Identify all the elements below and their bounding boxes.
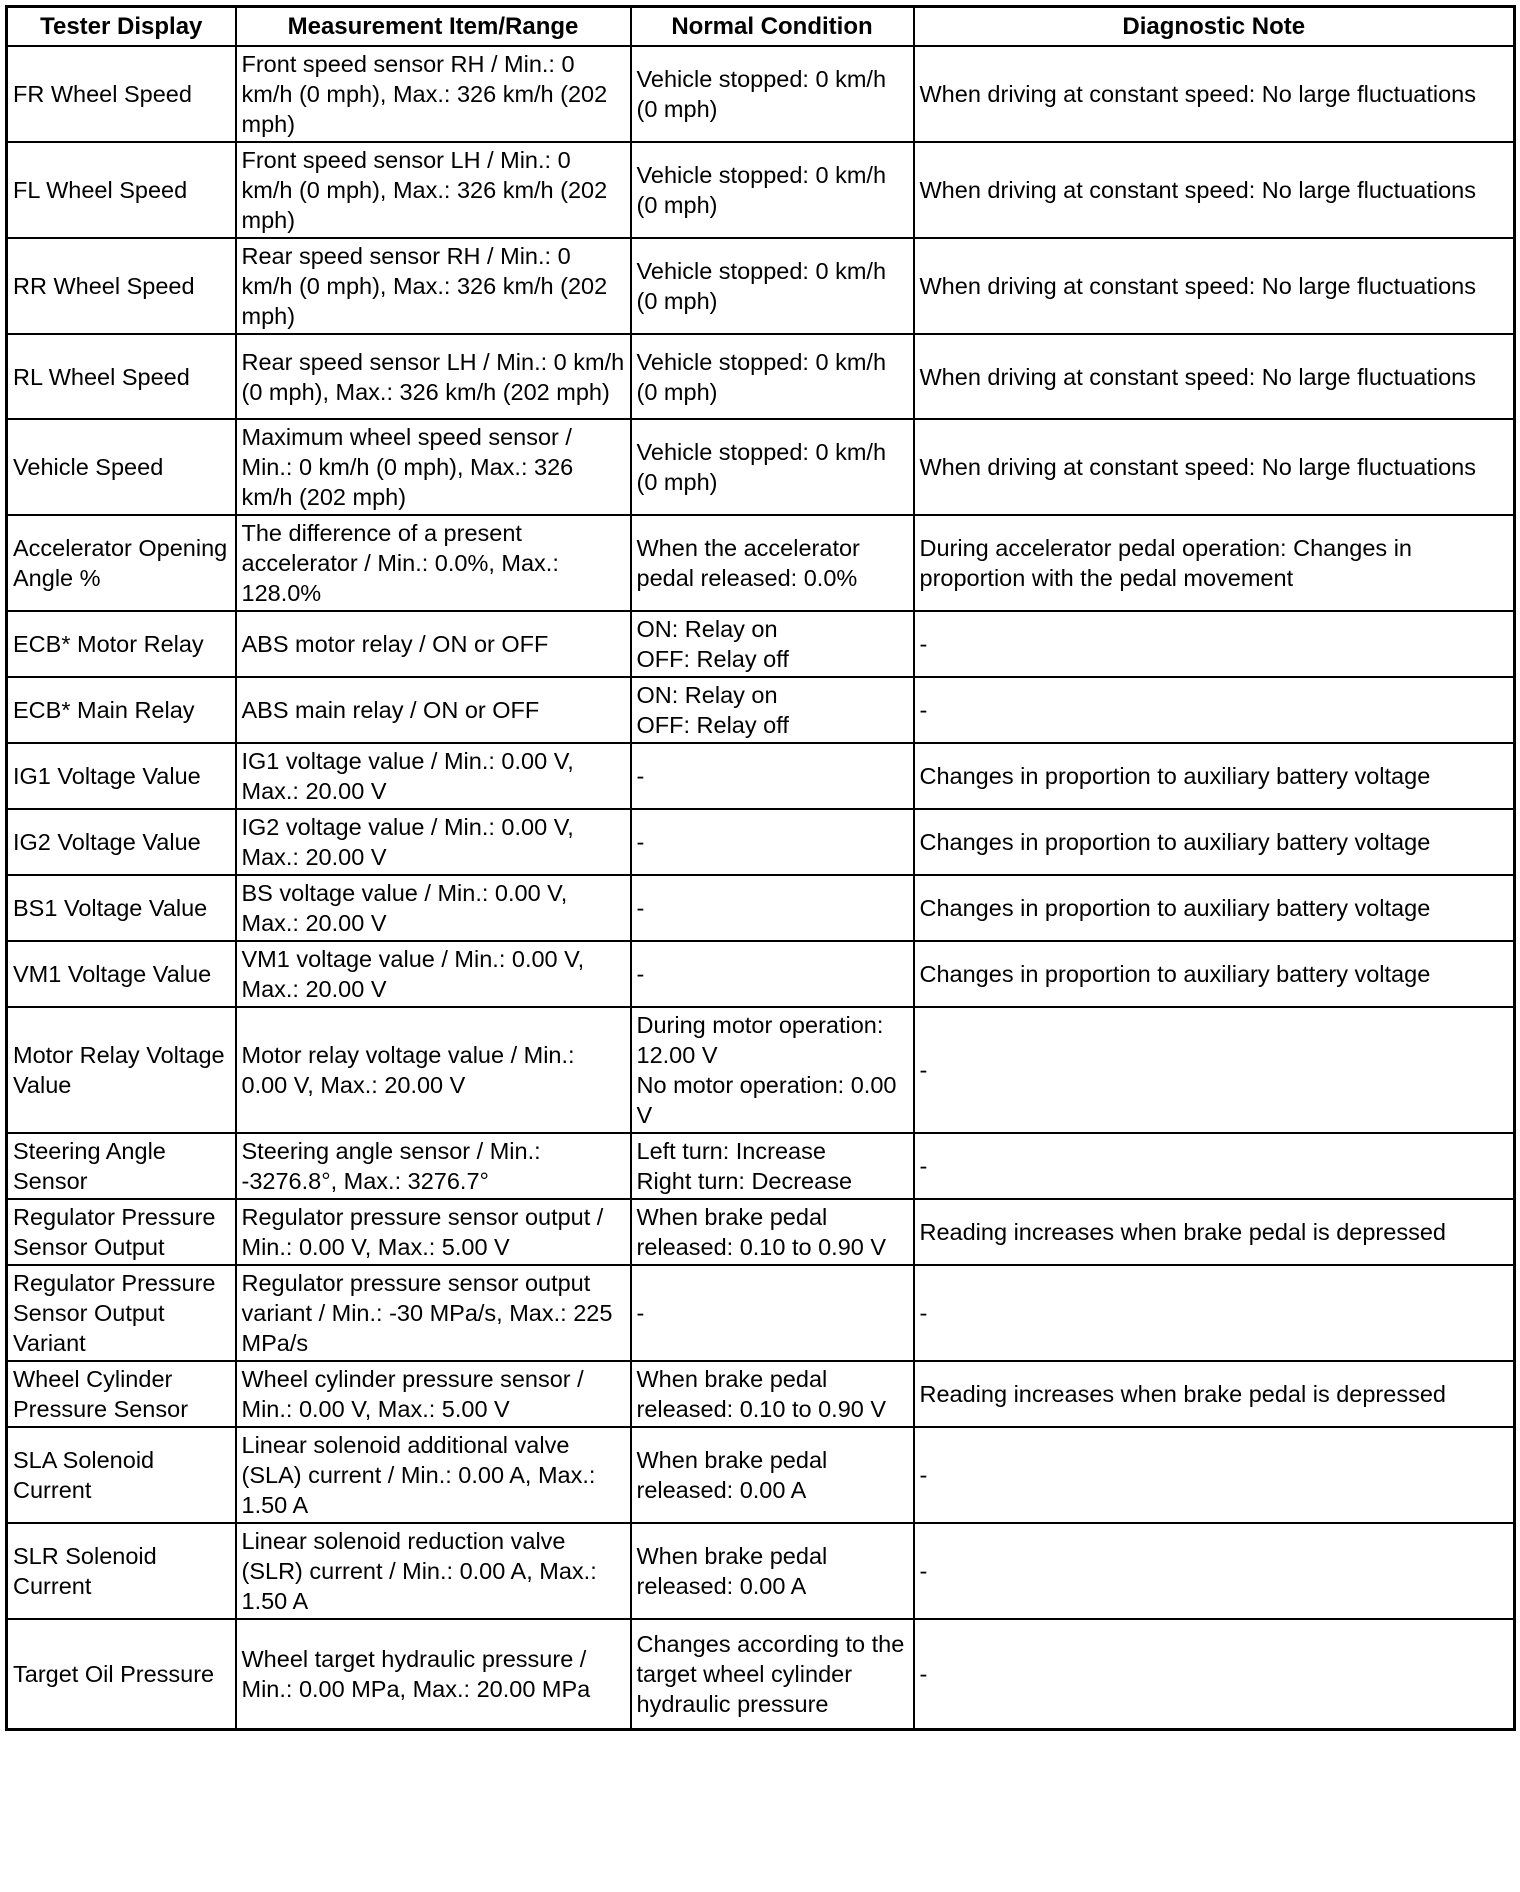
cell-normal-condition: When the accelerator pedal released: 0.0% <box>631 515 914 611</box>
table-row <box>7 1007 1515 1133</box>
cell-diagnostic-note: When driving at constant speed: No large fluctuations <box>914 238 1515 334</box>
cell-measurement-item-range: Rear speed sensor LH / Min.: 0 km/h (0 mph), Max.: 326 km/h (202 mph) <box>236 334 631 419</box>
table-row <box>7 1619 1515 1730</box>
cell-normal-condition: Vehicle stopped: 0 km/h (0 mph) <box>631 142 914 238</box>
cell-diagnostic-note: Changes in proportion to auxiliary battery voltage <box>914 809 1515 875</box>
cell-diagnostic-note: Reading increases when brake pedal is depressed <box>914 1361 1515 1427</box>
cell-normal-condition: - <box>631 1265 914 1361</box>
cell-tester-display: ECB* Motor Relay <box>7 611 236 677</box>
cell-diagnostic-note: Reading increases when brake pedal is depressed <box>914 1199 1515 1265</box>
cell-measurement-item-range: Wheel target hydraulic pressure / Min.: 0.00 MPa, Max.: 20.00 MPa <box>236 1619 631 1730</box>
table-row <box>7 46 1515 142</box>
table-row <box>7 419 1515 515</box>
header-diagnostic-note: Diagnostic Note <box>914 7 1515 47</box>
cell-tester-display: RR Wheel Speed <box>7 238 236 334</box>
cell-diagnostic-note: - <box>914 1007 1515 1133</box>
cell-normal-condition: When brake pedal released: 0.00 A <box>631 1427 914 1523</box>
cell-tester-display: Regulator Pressure Sensor Output Variant <box>7 1265 236 1361</box>
cell-normal-condition: ON: Relay on OFF: Relay off <box>631 611 914 677</box>
cell-measurement-item-range: Maximum wheel speed sensor / Min.: 0 km/h (0 mph), Max.: 326 km/h (202 mph) <box>236 419 631 515</box>
cell-diagnostic-note: - <box>914 1523 1515 1619</box>
cell-tester-display: IG2 Voltage Value <box>7 809 236 875</box>
cell-diagnostic-note: Changes in proportion to auxiliary battery voltage <box>914 743 1515 809</box>
cell-normal-condition: Vehicle stopped: 0 km/h (0 mph) <box>631 46 914 142</box>
cell-tester-display: SLR Solenoid Current <box>7 1523 236 1619</box>
cell-measurement-item-range: Rear speed sensor RH / Min.: 0 km/h (0 mph), Max.: 326 km/h (202 mph) <box>236 238 631 334</box>
table-row <box>7 677 1515 743</box>
header-measurement-item-range: Measurement Item/Range <box>236 7 631 47</box>
cell-measurement-item-range: ABS main relay / ON or OFF <box>236 677 631 743</box>
table-row <box>7 1427 1515 1523</box>
data-list-page <box>5 5 1513 1731</box>
cell-tester-display: FR Wheel Speed <box>7 46 236 142</box>
cell-measurement-item-range: BS voltage value / Min.: 0.00 V, Max.: 20.00 V <box>236 875 631 941</box>
cell-normal-condition: ON: Relay on OFF: Relay off <box>631 677 914 743</box>
cell-normal-condition: When brake pedal released: 0.10 to 0.90 V <box>631 1199 914 1265</box>
cell-diagnostic-note: During accelerator pedal operation: Changes in proportion with the pedal movement <box>914 515 1515 611</box>
table-row <box>7 809 1515 875</box>
cell-tester-display: IG1 Voltage Value <box>7 743 236 809</box>
cell-normal-condition: When brake pedal released: 0.00 A <box>631 1523 914 1619</box>
cell-measurement-item-range: The difference of a present accelerator / Min.: 0.0%, Max.: 128.0% <box>236 515 631 611</box>
cell-tester-display: BS1 Voltage Value <box>7 875 236 941</box>
cell-normal-condition: - <box>631 875 914 941</box>
table-row <box>7 238 1515 334</box>
cell-diagnostic-note: When driving at constant speed: No large fluctuations <box>914 46 1515 142</box>
cell-tester-display: Regulator Pressure Sensor Output <box>7 1199 236 1265</box>
cell-normal-condition: Changes according to the target wheel cylinder hydraulic pressure <box>631 1619 914 1730</box>
table-row <box>7 142 1515 238</box>
cell-measurement-item-range: Regulator pressure sensor output / Min.: 0.00 V, Max.: 5.00 V <box>236 1199 631 1265</box>
table-row <box>7 1265 1515 1361</box>
cell-tester-display: Target Oil Pressure <box>7 1619 236 1730</box>
cell-diagnostic-note: - <box>914 1265 1515 1361</box>
cell-normal-condition: Left turn: Increase Right turn: Decrease <box>631 1133 914 1199</box>
cell-normal-condition: Vehicle stopped: 0 km/h (0 mph) <box>631 334 914 419</box>
cell-diagnostic-note: When driving at constant speed: No large fluctuations <box>914 419 1515 515</box>
table-row <box>7 334 1515 419</box>
table-row <box>7 743 1515 809</box>
cell-tester-display: Wheel Cylinder Pressure Sensor <box>7 1361 236 1427</box>
cell-normal-condition: Vehicle stopped: 0 km/h (0 mph) <box>631 238 914 334</box>
cell-diagnostic-note: - <box>914 1427 1515 1523</box>
cell-diagnostic-note: When driving at constant speed: No large fluctuations <box>914 142 1515 238</box>
cell-measurement-item-range: Regulator pressure sensor output variant / Min.: -30 MPa/s, Max.: 225 MPa/s <box>236 1265 631 1361</box>
cell-tester-display: Vehicle Speed <box>7 419 236 515</box>
cell-tester-display: Motor Relay Voltage Value <box>7 1007 236 1133</box>
cell-tester-display: ECB* Main Relay <box>7 677 236 743</box>
cell-measurement-item-range: Front speed sensor LH / Min.: 0 km/h (0 mph), Max.: 326 km/h (202 mph) <box>236 142 631 238</box>
header-normal-condition: Normal Condition <box>631 7 914 47</box>
cell-measurement-item-range: ABS motor relay / ON or OFF <box>236 611 631 677</box>
data-list-table <box>5 5 1516 1731</box>
table-row <box>7 1523 1515 1619</box>
cell-diagnostic-note: When driving at constant speed: No large fluctuations <box>914 334 1515 419</box>
cell-diagnostic-note: Changes in proportion to auxiliary battery voltage <box>914 941 1515 1007</box>
cell-normal-condition: - <box>631 743 914 809</box>
cell-tester-display: Accelerator Opening Angle % <box>7 515 236 611</box>
cell-measurement-item-range: Linear solenoid reduction valve (SLR) current / Min.: 0.00 A, Max.: 1.50 A <box>236 1523 631 1619</box>
table-row <box>7 875 1515 941</box>
table-row <box>7 1361 1515 1427</box>
table-row <box>7 1199 1515 1265</box>
cell-normal-condition: - <box>631 941 914 1007</box>
cell-tester-display: Steering Angle Sensor <box>7 1133 236 1199</box>
cell-diagnostic-note: - <box>914 611 1515 677</box>
cell-normal-condition: Vehicle stopped: 0 km/h (0 mph) <box>631 419 914 515</box>
table-row <box>7 941 1515 1007</box>
cell-measurement-item-range: Front speed sensor RH / Min.: 0 km/h (0 mph), Max.: 326 km/h (202 mph) <box>236 46 631 142</box>
cell-measurement-item-range: Wheel cylinder pressure sensor / Min.: 0.00 V, Max.: 5.00 V <box>236 1361 631 1427</box>
header-tester-display: Tester Display <box>7 7 236 47</box>
cell-measurement-item-range: IG1 voltage value / Min.: 0.00 V, Max.: 20.00 V <box>236 743 631 809</box>
cell-diagnostic-note: - <box>914 1133 1515 1199</box>
table-row <box>7 611 1515 677</box>
cell-normal-condition: During motor operation: 12.00 V No motor operation: 0.00 V <box>631 1007 914 1133</box>
cell-tester-display: VM1 Voltage Value <box>7 941 236 1007</box>
cell-normal-condition: - <box>631 809 914 875</box>
cell-measurement-item-range: IG2 voltage value / Min.: 0.00 V, Max.: 20.00 V <box>236 809 631 875</box>
cell-tester-display: FL Wheel Speed <box>7 142 236 238</box>
table-row <box>7 515 1515 611</box>
cell-measurement-item-range: VM1 voltage value / Min.: 0.00 V, Max.: 20.00 V <box>236 941 631 1007</box>
cell-tester-display: RL Wheel Speed <box>7 334 236 419</box>
cell-normal-condition: When brake pedal released: 0.10 to 0.90 V <box>631 1361 914 1427</box>
header-row <box>7 7 1515 47</box>
cell-diagnostic-note: Changes in proportion to auxiliary battery voltage <box>914 875 1515 941</box>
cell-measurement-item-range: Steering angle sensor / Min.: -3276.8°, Max.: 3276.7° <box>236 1133 631 1199</box>
cell-measurement-item-range: Motor relay voltage value / Min.: 0.00 V, Max.: 20.00 V <box>236 1007 631 1133</box>
cell-diagnostic-note: - <box>914 677 1515 743</box>
cell-measurement-item-range: Linear solenoid additional valve (SLA) current / Min.: 0.00 A, Max.: 1.50 A <box>236 1427 631 1523</box>
cell-diagnostic-note: - <box>914 1619 1515 1730</box>
cell-tester-display: SLA Solenoid Current <box>7 1427 236 1523</box>
table-row <box>7 1133 1515 1199</box>
